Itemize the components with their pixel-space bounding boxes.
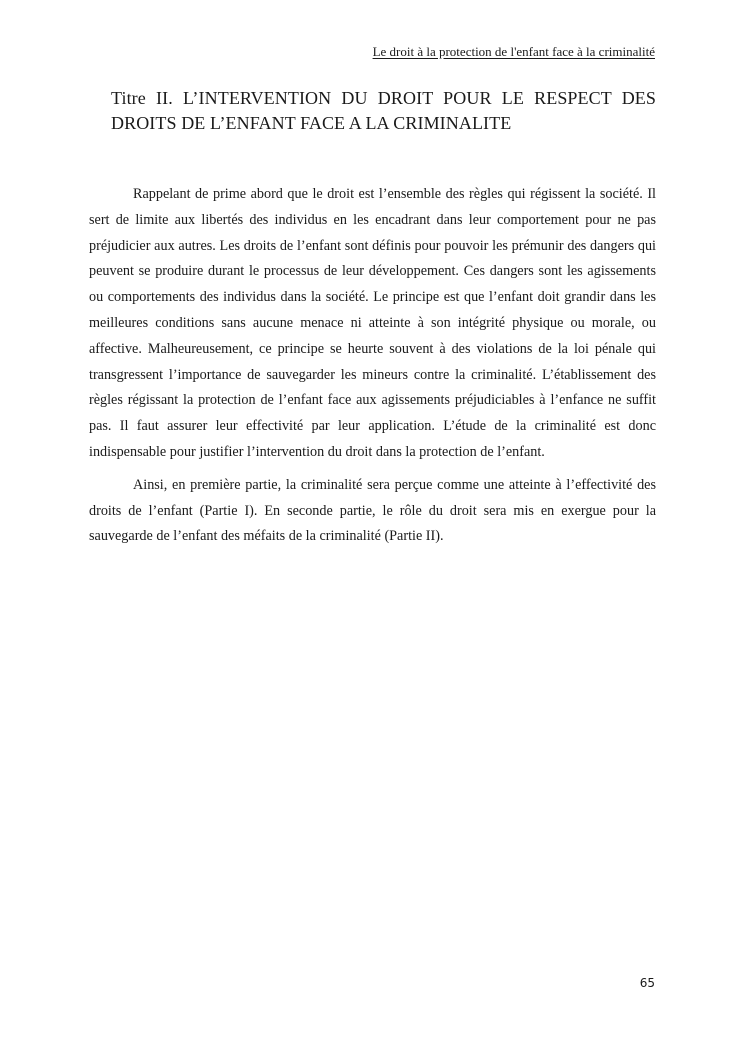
body-text	[89, 182, 656, 550]
page-number: 65	[639, 976, 655, 990]
running-header: Le droit à la protection de l'enfant face à la criminalité	[372, 44, 655, 59]
paragraph-intro: Rappelant de prime abord que le droit est l’ensemble des règles qui régissent la société. Il sert de limite aux libertés des individus en les encadrant dans leur comportement pour ne pas préjudicier aux autres. Les droits de l’enfant sont définis pour pouvoir les prémunir des dangers qui peuvent se produire durant le processus de leur développement. Ces dangers sont les agissements ou comportements des individus dans la société. Le principe est que l’enfant doit grandir dans les meilleures conditions sans aucune menace ni atteinte à son intégrité physique ou morale, ou affective. Malheureusement, ce principe se heurte souvent à des violations de la loi pénale qui transgressent l’importance de sauvegarder les mineurs contre la criminalité. L’établissement des règles régissant la protection de l’enfant face aux agissements préjudiciables à l’enfance ne suffit pas. Il faut assurer leur effectivité par leur application. L’étude de la criminalité est donc indispensable pour justifier l’intervention du droit dans la protection de l’enfant.	[89, 186, 656, 460]
paragraph-plan: Ainsi, en première partie, la criminalité sera perçue comme une atteinte à l’effectivité des droits de l’enfant (Partie I). En seconde partie, le rôle du droit sera mis en exergue pour la sauvegarde de l’enfant des méfaits de la criminalité (Partie II).	[89, 476, 656, 545]
section-title: Titre II. L’INTERVENTION DU DROIT POUR LE RESPECT DES DROITS DE L’ENFANT FACE A LA CRIMINALITE	[111, 88, 656, 133]
